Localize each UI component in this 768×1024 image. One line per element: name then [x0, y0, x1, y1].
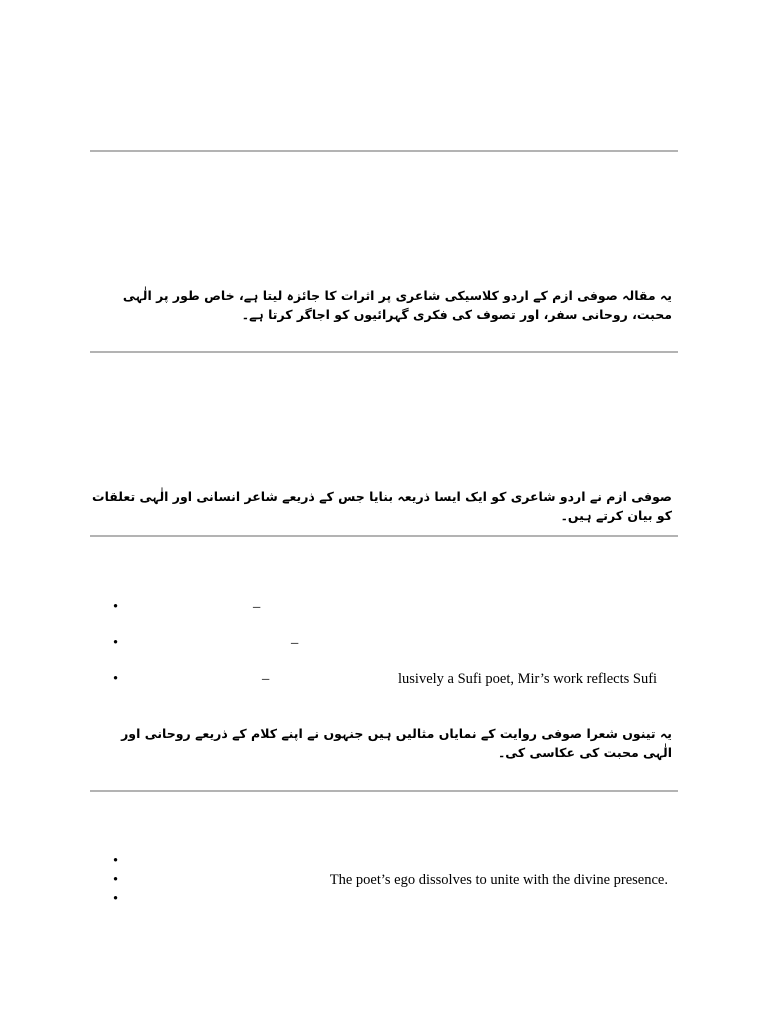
- list-item: [0, 851, 768, 871]
- divider-2: [90, 351, 678, 353]
- bullet-dot: •: [113, 891, 119, 907]
- urdu-paragraph-poets: یہ تینوں شعرا صوفی روایت کے نمایاں مثالیں ہیں جنہوں نے اپنے کلام کے ذریعے روحانی اور الٰہی محبت کی عکاسی کی۔: [121, 726, 672, 760]
- dash-separator: –: [291, 635, 299, 651]
- bullet-dot: •: [113, 635, 119, 651]
- list-item: [0, 889, 768, 909]
- bullet-dot: •: [113, 872, 119, 888]
- list-item: [0, 597, 768, 617]
- list-item-text: The poet’s ego dissolves to unite with the divine presence.: [329, 872, 668, 888]
- list-item-text: lusively a Sufi poet, Mir’s work reflects Sufi: [398, 671, 658, 687]
- bullet-dot: •: [113, 671, 119, 687]
- list-item: [0, 633, 768, 653]
- urdu-paragraph-abstract: یہ مقالہ صوفی ازم کے اردو کلاسیکی شاعری پر اثرات کا جائزہ لیتا ہے، خاص طور پر الٰہی محبت، روحانی سفر، اور تصوف کی فکری گہرائیوں کو اجاگر کرتا ہے۔: [122, 288, 672, 322]
- bullet-dot: •: [113, 599, 119, 615]
- divider-3: [90, 535, 678, 537]
- divider-4: [90, 790, 678, 792]
- list-item: [0, 870, 768, 890]
- divider-1: [90, 150, 678, 152]
- urdu-paragraph-intro: صوفی ازم نے اردو شاعری کو ایک ایسا ذریعہ بنایا جس کے ذریعے شاعر انسانی اور الٰہی تعلقات کو بیان کرتے ہیں۔: [92, 489, 672, 523]
- list-item: [0, 669, 768, 689]
- dash-separator: –: [262, 671, 270, 687]
- bullet-dot: •: [113, 853, 119, 869]
- dash-separator: –: [253, 599, 261, 615]
